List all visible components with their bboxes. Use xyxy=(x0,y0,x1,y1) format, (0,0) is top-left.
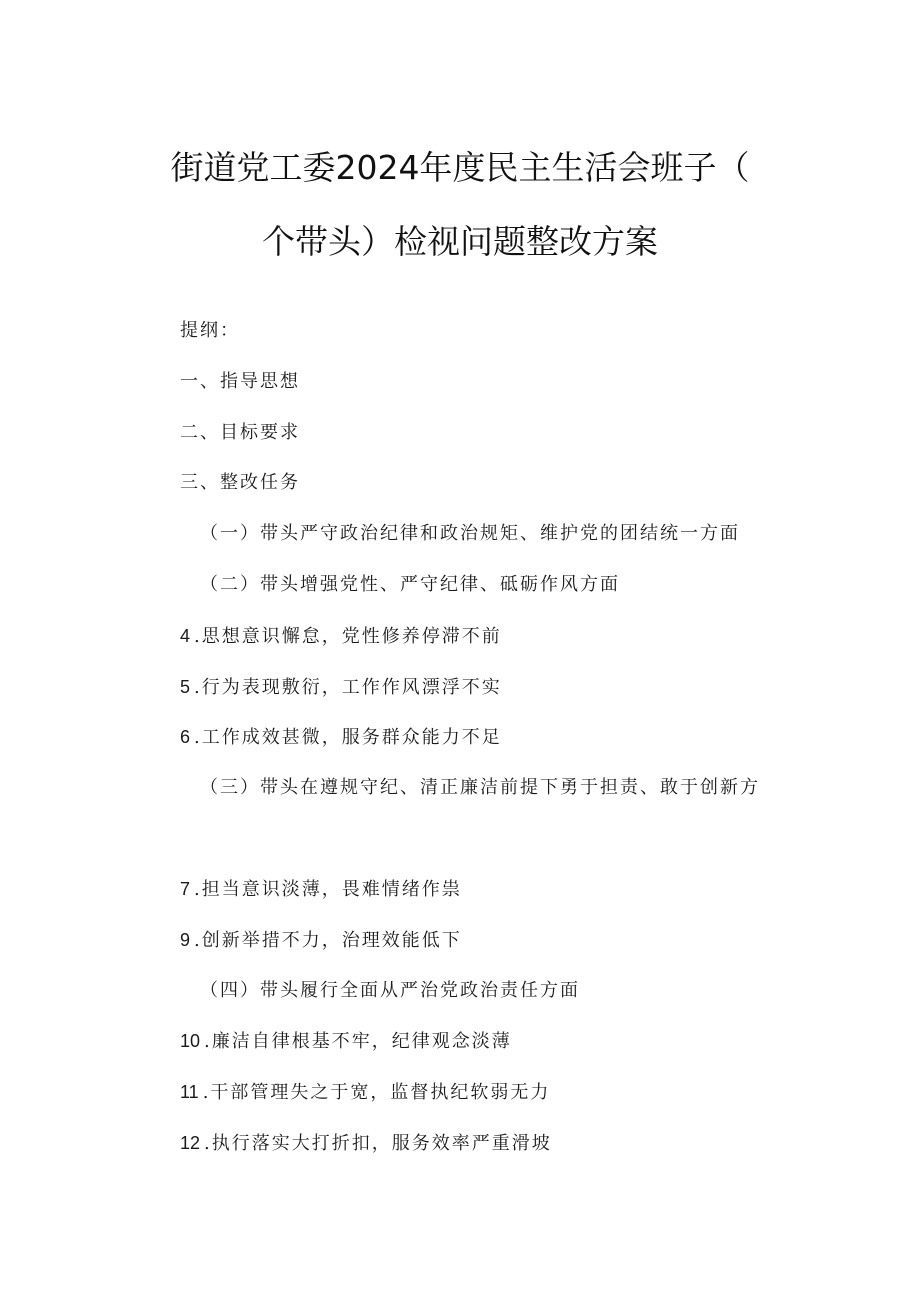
outline-item-11 xyxy=(180,1080,550,1105)
outline-item-4 xyxy=(180,624,502,649)
outline-item-number: 9 xyxy=(180,930,191,950)
outline-item-text: （四）带头履行全面从严治党政治责任方面 xyxy=(200,980,580,1001)
outline-heading: 提纲： xyxy=(180,320,240,341)
outline-item-text: （一）带头严守政治纪律和政治规矩、维护党的团结统一方面 xyxy=(200,523,740,544)
outline-item-text: （三）带头在遵规守纪、清正廉洁前提下勇于担责、敢于创新方 xyxy=(200,777,760,798)
outline-item-number: 7 xyxy=(180,879,191,899)
outline-item-12 xyxy=(180,1131,552,1156)
outline-item-5 xyxy=(180,675,502,700)
outline-item-number: 6 xyxy=(180,727,191,747)
outline-item-text: .担当意识淡薄，畏难情绪作祟 xyxy=(194,879,462,900)
outline-item-10 xyxy=(180,1029,512,1054)
outline-item-number: 5 xyxy=(180,677,191,697)
outline-item-7 xyxy=(180,877,462,902)
document-title-line-1: 街道党工委2024年度民主生活会班子（ xyxy=(170,148,750,187)
outline-item-text: .工作成效甚微，服务群众能力不足 xyxy=(194,727,502,748)
outline-subsection-4 xyxy=(200,979,580,1003)
outline-item-text: .干部管理失之于宽，监督执纪软弱无力 xyxy=(202,1082,551,1103)
outline-item-number: 11 xyxy=(180,1082,199,1102)
outline-item-text: .创新举措不力，治理效能低下 xyxy=(194,930,462,951)
outline-item-number: 12 xyxy=(180,1133,201,1153)
document-title-line-2: 个带头）检视问题整改方案 xyxy=(262,222,658,261)
outline-item-text: .思想意识懈怠，党性修养停滞不前 xyxy=(194,626,502,647)
outline-item-goals xyxy=(180,421,300,445)
outline-item-9 xyxy=(180,928,462,953)
outline-item-text: 二、目标要求 xyxy=(180,422,300,443)
outline-subsection-2 xyxy=(200,573,620,597)
outline-item-text: 三、整改任务 xyxy=(180,472,300,493)
outline-subsection-1 xyxy=(200,522,740,546)
outline-item-text: .廉洁自律根基不牢，纪律观念淡薄 xyxy=(204,1031,512,1052)
outline-item-text: 一、指导思想 xyxy=(180,371,300,392)
outline-item-text: .执行落实大打折扣，服务效率严重滑坡 xyxy=(204,1133,552,1154)
outline-item-guiding-thought xyxy=(180,370,300,394)
outline-item-number: 4 xyxy=(180,626,191,646)
outline-item-6 xyxy=(180,725,502,750)
outline-item-text: （二）带头增强党性、严守纪律、砥砺作风方面 xyxy=(200,574,620,595)
outline-item-number: 10 xyxy=(180,1031,201,1051)
outline-item-text: .行为表现敷衍，工作作风漂浮不实 xyxy=(194,677,502,698)
outline-item-tasks xyxy=(180,471,300,495)
outline-subsection-3 xyxy=(200,776,760,800)
